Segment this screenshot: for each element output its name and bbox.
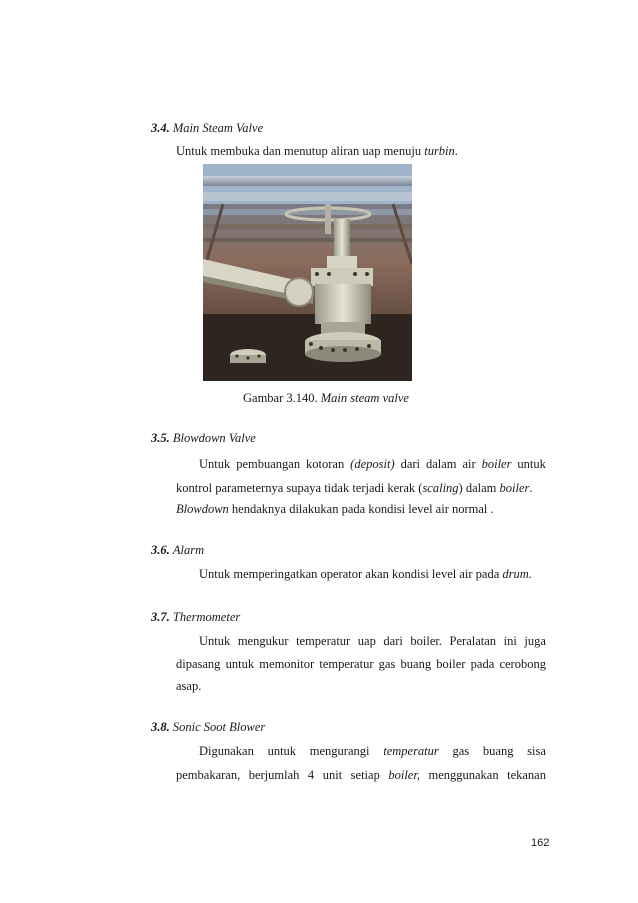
text: Untuk memperingatkan operator akan kondisi level air pada (199, 567, 503, 581)
word: mengukur (237, 634, 289, 648)
word: pada (470, 657, 495, 671)
word: mengurangi (309, 744, 370, 758)
section-title: Alarm (172, 543, 205, 557)
page-number: 162 (531, 837, 550, 849)
heading-3-8 (151, 720, 265, 735)
valve-illustration (203, 164, 412, 381)
word: dalam (425, 457, 457, 471)
word: temperatur (319, 657, 374, 671)
word: untuk (517, 457, 546, 471)
section-number: 3.4. (151, 121, 170, 135)
section-title: Sonic Soot Blower (172, 720, 266, 734)
paragraph-3-5-line-1 (199, 457, 546, 472)
word-italic: boiler (481, 457, 512, 471)
word: menggunakan (428, 768, 499, 782)
paragraph-3-7-line-2 (176, 657, 546, 672)
text-italic: turbin (424, 144, 455, 158)
word-italic: (deposit) (350, 457, 395, 471)
word: juga (524, 634, 546, 648)
word: boiler (436, 657, 466, 671)
word: untuk (225, 657, 255, 671)
section-number: 3.5. (151, 431, 170, 445)
paragraph-3-8-line-1 (199, 744, 546, 759)
section-title: Blowdown Valve (172, 431, 256, 445)
heading-3-7 (151, 610, 240, 625)
word: untuk (267, 744, 297, 758)
text: . (454, 144, 458, 158)
word: unit (322, 768, 343, 782)
caption-title: Main steam valve (320, 391, 409, 405)
word: Digunakan (199, 744, 254, 758)
paragraph-3-6 (199, 567, 532, 582)
text-italic: scaling (422, 481, 459, 495)
word: pembuangan (236, 457, 301, 471)
word: gas (452, 744, 470, 758)
word: 4 (307, 768, 315, 782)
heading-3-4 (151, 121, 263, 136)
word: air (462, 457, 476, 471)
word: uap (357, 634, 376, 648)
heading-3-5 (151, 431, 256, 446)
word: sisa (527, 744, 546, 758)
main-steam-valve-photo (203, 164, 412, 381)
paragraph-3-8-line-2 (176, 768, 546, 783)
heading-3-6 (151, 543, 204, 558)
text: ) dalam (458, 481, 500, 495)
text: . (529, 481, 533, 495)
word: pembakaran, (176, 768, 241, 782)
word: Peralatan (449, 634, 497, 648)
text: hendaknya dilakukan pada kondisi level air normal . (228, 502, 494, 516)
section-number: 3.6. (151, 543, 170, 557)
text-italic: boiler (499, 481, 530, 495)
paragraph-3-5-line-3 (176, 502, 494, 517)
word: setiap (350, 768, 380, 782)
word: dari (400, 457, 420, 471)
word: dipasang (176, 657, 221, 671)
paragraph-3-5-line-2 (176, 481, 533, 496)
section-number: 3.7. (151, 610, 170, 624)
word: buang (482, 744, 514, 758)
word: temperatur (296, 634, 351, 648)
word: dari (383, 634, 403, 648)
paragraph-3-4 (176, 144, 458, 159)
word: kotoran (306, 457, 345, 471)
paragraph-3-7-line-3 (176, 679, 201, 694)
word: Untuk (199, 634, 231, 648)
figure-caption (243, 391, 409, 406)
word: ini (503, 634, 517, 648)
text-italic: drum. (502, 567, 532, 581)
word: Untuk (199, 457, 231, 471)
paragraph-3-7-line-1 (199, 634, 546, 649)
word-italic: boiler, (388, 768, 420, 782)
caption-prefix: Gambar 3.140. (243, 391, 321, 405)
word: berjumlah (248, 768, 300, 782)
word: boiler. (410, 634, 442, 648)
word: buang (400, 657, 432, 671)
section-title: Thermometer (172, 610, 241, 624)
word: tekanan (507, 768, 546, 782)
word: memonitor (259, 657, 315, 671)
text: kontrol parameternya supaya tidak terjadi kerak ( (176, 481, 423, 495)
text: asap. (176, 679, 202, 693)
section-title: Main Steam Valve (172, 121, 264, 135)
word: gas (378, 657, 396, 671)
text: Untuk membuka dan menutup aliran uap menuju (176, 144, 425, 158)
word: cerobong (499, 657, 546, 671)
section-number: 3.8. (151, 720, 170, 734)
text-italic: Blowdown (176, 502, 229, 516)
word-italic: temperatur (383, 744, 439, 758)
